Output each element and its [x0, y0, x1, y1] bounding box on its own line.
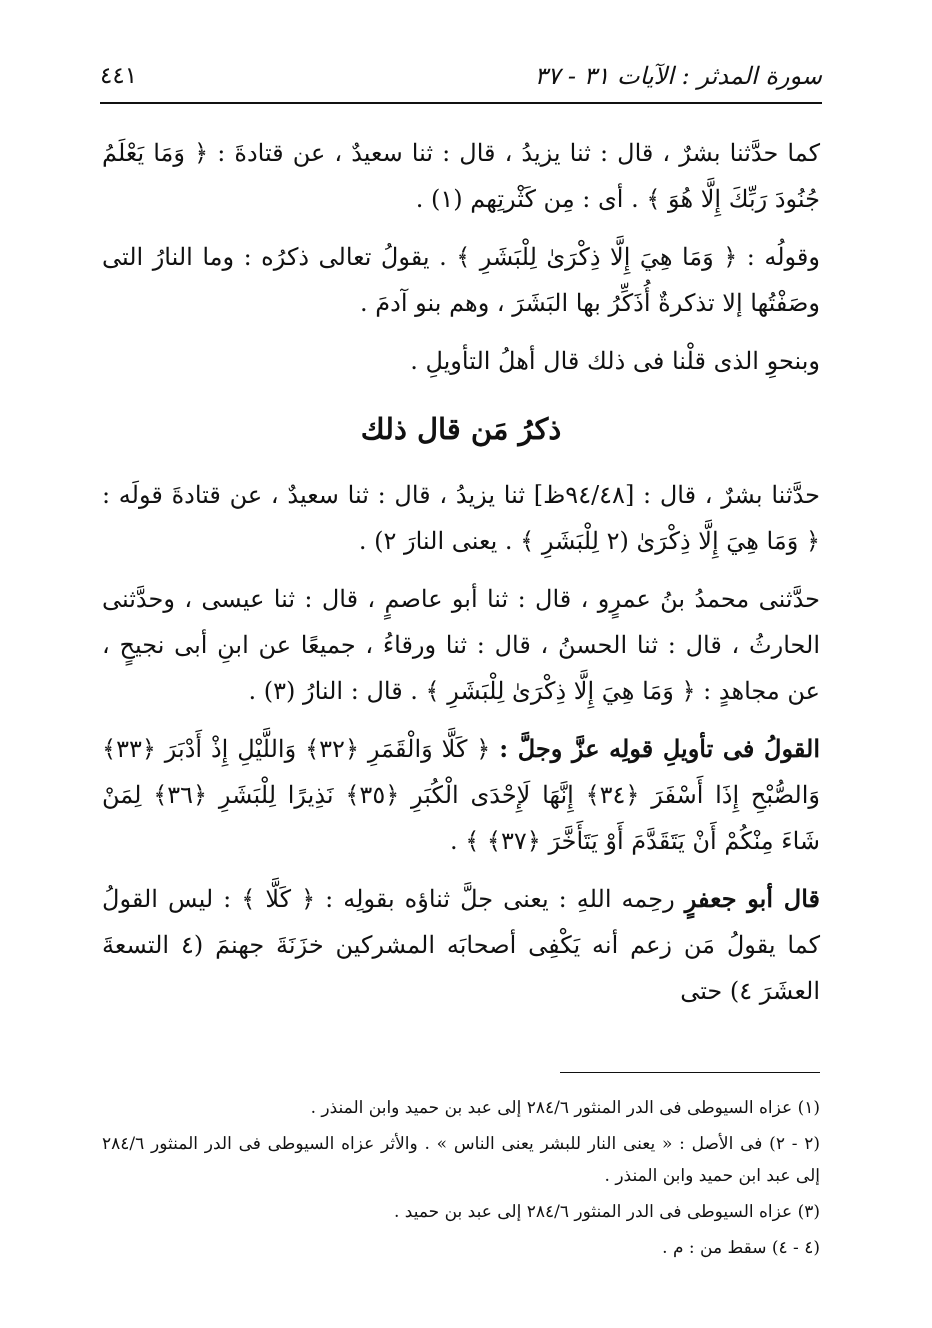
paragraph-text: رحِمه اللهِ : يعنى جلَّ ثناؤه بقولِه : ﴿ كَلَّا ﴾ : ليس القولُ كما يقولُ مَن زعم أنه يَكْفِى أصحابَه المشركين خزَنَةَ جهنمَ (٤ التسعةَ العشَرَ ٤) حتى	[102, 885, 820, 1005]
paragraph-text: وقولُه : ﴿ وَمَا هِيَ إِلَّا ذِكْرَىٰ لِلْبَشَرِ ﴾ . يقولُ تعالى ذكرُه : وما النارُ التى وصَفْتُها إلا تذكرةٌ أُذَكِّرُ بها البَشَرَ ، وهم بنو آدمَ .	[102, 243, 820, 317]
paragraph	[102, 472, 820, 564]
footnotes	[102, 1092, 820, 1268]
paragraph	[102, 576, 820, 714]
section-heading: ذكرُ مَن قال ذلك	[360, 412, 562, 446]
footnote: (١) عزاه السيوطى فى الدر المنثور ٢٨٤/٦ إلى عبد بن حميد وابن المنذر .	[310, 1098, 820, 1118]
running-title: سورة المدثر : الآيات ٣١ - ٣٧	[534, 62, 822, 90]
paragraph-text: ﴿ كَلَّا وَالْقَمَرِ ﴿٣٢﴾ وَاللَّيْلِ إِذْ أَدْبَرَ ﴿٣٣﴾ وَالصُّبْحِ إِذَا أَسْفَرَ ﴿٣٤﴾ إِنَّهَا لَإِحْدَى الْكُبَرِ ﴿٣٥﴾ نَذِيرًا لِلْبَشَرِ ﴿٣٦﴾ لِمَنْ شَاءَ مِنْكُمْ أَنْ يَتَقَدَّمَ أَوْ يَتَأَخَّرَ ﴿٣٧﴾ ﴾ .	[102, 735, 821, 855]
paragraph	[102, 338, 820, 384]
footnote: (٤ - ٤) سقط من : م .	[662, 1238, 820, 1258]
footnote-rule	[560, 1072, 820, 1073]
running-header	[100, 56, 822, 96]
footnote: (٣) عزاه السيوطى فى الدر المنثور ٢٨٤/٦ إلى عبد بن حميد .	[393, 1202, 820, 1222]
header-rule	[100, 102, 822, 104]
paragraph-text: حدَّثنى محمدُ بنُ عمرٍو ، قال : ثنا أبو عاصمٍ ، قال : ثنا عيسى ، وحدَّثنى الحارثُ ، قال : ثنا الحسنُ ، قال : ثنا ورقاءُ ، جميعًا عن ابنِ أبى نجيحٍ ، عن مجاهدٍ : ﴿ وَمَا هِيَ إِلَّا ذِكْرَىٰ لِلْبَشَرِ ﴾ . قال : النارُ (٣) .	[102, 585, 820, 705]
paragraph-lead: قال أبو جعفرٍ	[684, 884, 820, 913]
page-number: ٤٤١	[100, 63, 138, 89]
paragraph	[102, 876, 820, 1014]
paragraph-text: حدَّثنا بشرٌ ، قال : [٩٤/٤٨ظ] ثنا يزيدُ ، قال : ثنا سعيدٌ ، عن قتادةَ قولَه : ﴿ وَمَا هِيَ إِلَّا ذِكْرَىٰ (٢ لِلْبَشَرِ ﴾ . يعنى النارَ ٢) .	[102, 481, 821, 555]
paragraph-text: كما حدَّثنا بشرٌ ، قال : ثنا يزيدُ ، قال : ثنا سعيدٌ ، عن قتادةَ : ﴿ وَمَا يَعْلَمُ جُنُودَ رَبِّكَ إِلَّا هُوَ ﴾ . أى : مِن كَثْرتِهم (١) .	[102, 139, 820, 213]
paragraph	[102, 234, 820, 326]
footnote: (٢ - ٢) فى الأصل : « يعنى النار للبشر يعنى الناس » . والأثر عزاه السيوطى فى الدر المنثور ٢٨٤/٦ إلى عبد ابن حميد وابن المنذر .	[102, 1134, 821, 1186]
paragraph-text: وبنحوِ الذى قلْنا فى ذلك قال أهلُ التأويلِ .	[410, 347, 820, 375]
main-text	[102, 130, 820, 1026]
paragraph-lead: القولُ فى تأويلِ قولِه عزَّ وجلَّ :	[499, 734, 820, 763]
paragraph	[102, 726, 820, 864]
paragraph	[102, 130, 820, 222]
